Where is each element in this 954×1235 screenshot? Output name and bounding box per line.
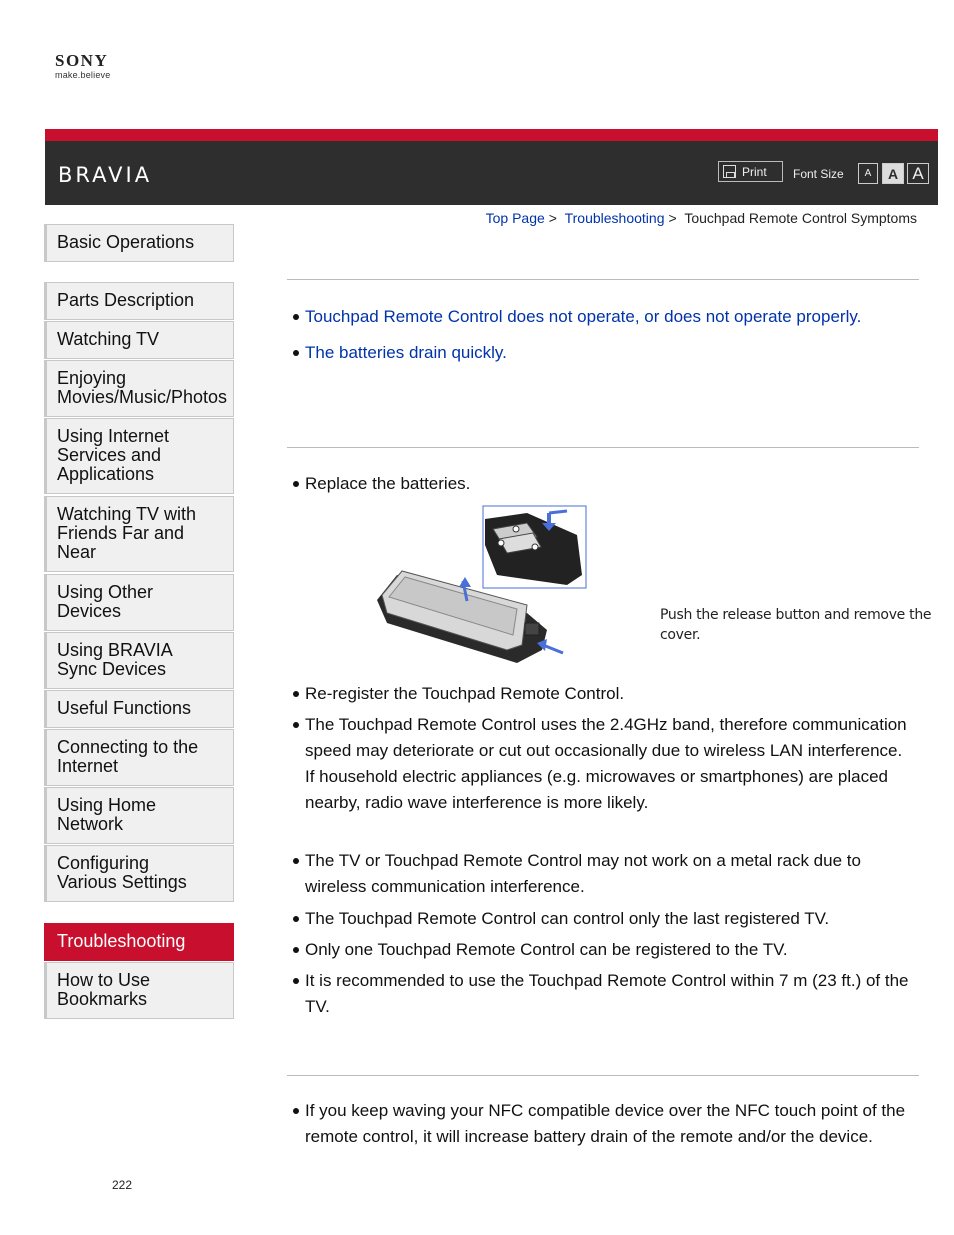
sidebar-item-troubleshooting[interactable] xyxy=(44,923,234,961)
bullet-last-registered: The Touchpad Remote Control can control only the last registered TV. xyxy=(291,906,919,932)
breadcrumb-separator: > xyxy=(668,210,677,226)
figure-caption: Push the release button and remove the cover. xyxy=(660,607,932,643)
brand-name: SONY xyxy=(55,51,109,70)
sidebar-item-bravia-sync[interactable] xyxy=(44,632,234,689)
product-title: BRAVIA xyxy=(58,163,153,187)
bullet-metal-rack: The TV or Touchpad Remote Control may not work on a metal rack due to wireless communication interference. xyxy=(291,848,919,900)
breadcrumb-current: Touchpad Remote Control Symptoms xyxy=(684,210,917,226)
sidebar-item-label: Connecting to the Internet xyxy=(57,737,199,776)
battery-replacement-illustration xyxy=(377,505,932,667)
print-label: Print xyxy=(742,164,767,179)
sidebar-item-configuring-settings[interactable] xyxy=(44,845,234,902)
sidebar-item-label: Using Home Network xyxy=(57,795,157,834)
breadcrumb-top-page[interactable]: Top Page xyxy=(485,210,545,226)
sidebar-item-bookmarks[interactable] xyxy=(44,962,234,1019)
sidebar-item-home-network[interactable] xyxy=(44,787,234,844)
bullet-2-4ghz xyxy=(291,712,919,816)
link-does-not-operate[interactable]: Touchpad Remote Control does not operate, or does not operate properly. xyxy=(291,304,919,330)
sidebar-item-basic-operations[interactable] xyxy=(44,224,234,262)
sidebar-item-enjoying-media[interactable] xyxy=(44,360,234,417)
print-icon xyxy=(723,165,736,178)
bullet-text: The Touchpad Remote Control uses the 2.4GHz band, therefore communication speed may deteriorate or cut out occasionally due to wireless LAN interference. xyxy=(305,715,907,760)
sidebar-item-label: Configuring Various Settings xyxy=(57,853,187,892)
bullet-nfc: If you keep waving your NFC compatible device over the NFC touch point of the remote control, it will increase battery drain of the remote and/or the device. xyxy=(291,1098,919,1150)
sidebar-item-connecting-internet[interactable] xyxy=(44,729,234,786)
bullet-text-continued: If household electric appliances (e.g. microwaves or smartphones) are placed nearby, radio wave interference is more likely. xyxy=(305,767,889,812)
font-size-small-button[interactable]: A xyxy=(858,163,878,184)
breadcrumb xyxy=(486,210,917,226)
sidebar-item-watching-with-friends[interactable] xyxy=(44,496,234,572)
font-size-label: Font Size xyxy=(793,167,844,181)
font-size-large-button[interactable]: A xyxy=(907,163,929,184)
sidebar-item-label: Watching TV with Friends Far and Near xyxy=(57,504,197,562)
sidebar-item-other-devices[interactable] xyxy=(44,574,234,631)
section-divider xyxy=(287,1075,919,1076)
sidebar-item-useful-functions[interactable] xyxy=(44,690,234,728)
page-number: 222 xyxy=(112,1178,133,1192)
sidebar-item-label: Watching TV xyxy=(57,329,160,349)
sidebar-item-parts-description[interactable] xyxy=(44,282,234,320)
sidebar-item-label: How to Use Bookmarks xyxy=(57,970,151,1009)
sidebar-item-label: Basic Operations xyxy=(57,232,195,252)
bullet-within-7m: It is recommended to use the Touchpad Remote Control within 7 m (23 ft.) of the TV. xyxy=(291,968,919,1020)
link-batteries-drain[interactable]: The batteries drain quickly. xyxy=(291,340,919,366)
header-bar xyxy=(45,129,938,205)
font-size-medium-button[interactable]: A xyxy=(882,163,904,184)
bullet-only-one: Only one Touchpad Remote Control can be registered to the TV. xyxy=(291,937,919,963)
sidebar-item-label: Troubleshooting xyxy=(57,931,186,951)
sidebar-item-watching-tv[interactable] xyxy=(44,321,234,359)
sidebar-item-label: Parts Description xyxy=(57,290,195,310)
breadcrumb-troubleshooting[interactable]: Troubleshooting xyxy=(564,210,665,226)
bullet-replace-batteries: Replace the batteries. xyxy=(291,471,919,497)
section-divider xyxy=(287,447,919,448)
sidebar-item-label: Using BRAVIA Sync Devices xyxy=(57,640,173,679)
header-accent-bar xyxy=(45,129,938,141)
sidebar-item-label: Using Other Devices xyxy=(57,582,154,621)
bullet-reregister: Re-register the Touchpad Remote Control. xyxy=(291,681,919,707)
sidebar-item-label: Useful Functions xyxy=(57,698,192,718)
brand-tagline: make.believe xyxy=(55,70,111,80)
breadcrumb-separator: > xyxy=(548,210,557,226)
print-button[interactable] xyxy=(718,161,783,182)
sidebar-item-label: Enjoying Movies/Music/Photos xyxy=(57,368,228,407)
section-divider xyxy=(287,279,919,280)
sidebar-item-label: Using Internet Services and Applications xyxy=(57,426,170,484)
sony-logo xyxy=(55,52,110,80)
sidebar-item-internet-services[interactable] xyxy=(44,418,234,494)
